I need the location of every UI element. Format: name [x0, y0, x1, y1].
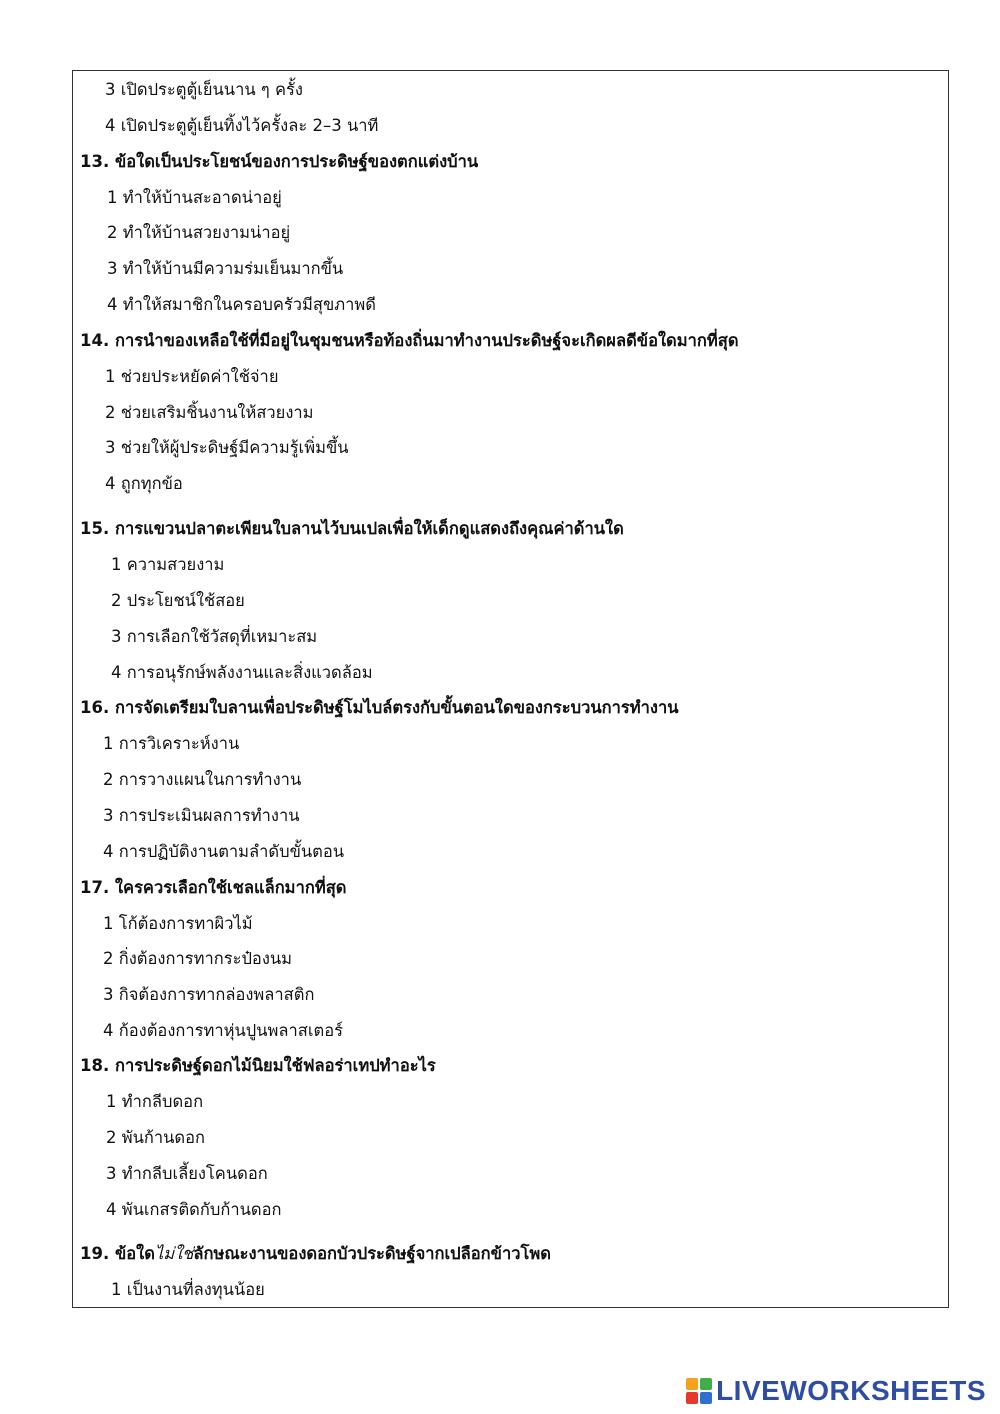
answer-option: 4 การปฏิบัติงานตามลำดับขั้นตอน	[103, 842, 345, 861]
question-text: 14. การนำของเหลือใช้ที่มีอยู่ในชุมชนหรือท้องถิ่นมาทำงานประดิษฐ์จะเกิดผลดีข้อใดมากที่สุด	[80, 331, 739, 350]
answer-option: 4 ทำให้สมาชิกในครอบครัวมีสุขภาพดี	[107, 295, 376, 314]
answer-option: 2 ทำให้บ้านสวยงามน่าอยู่	[107, 223, 291, 242]
logo-mark-icon	[686, 1378, 712, 1404]
question-text: 13. ข้อใดเป็นประโยชน์ของการประดิษฐ์ของตกแต่งบ้าน	[80, 152, 479, 171]
answer-option: 2 ประโยชน์ใช้สอย	[111, 591, 245, 610]
question-text: 17. ใครควรเลือกใช้เชลแล็กมากที่สุด	[80, 878, 347, 897]
answer-option: 3 การประเมินผลการทำงาน	[103, 806, 300, 825]
answer-option: 3 เปิดประตูตู้เย็นนาน ๆ ครั้ง	[105, 80, 303, 99]
answer-option: 1 โก้ต้องการทาผิวไม้	[103, 914, 253, 933]
liveworksheets-logo	[686, 1374, 986, 1408]
question-19-prefix: 19. ข้อใด	[80, 1244, 155, 1263]
answer-option: 2 ช่วยเสริมชิ้นงานให้สวยงาม	[105, 403, 314, 422]
answer-option: 1 ทำให้บ้านสะอาดน่าอยู่	[107, 188, 282, 207]
question-text: 15. การแขวนปลาตะเพียนใบลานไว้บนเปลเพื่อให้เด็กดูแสดงถึงคุณค่าด้านใด	[80, 519, 624, 538]
answer-option: 3 ทำให้บ้านมีความร่มเย็นมากขึ้น	[107, 259, 344, 278]
answer-option: 2 พันก้านดอก	[106, 1128, 206, 1147]
answer-option: 1 ทำกลีบดอก	[106, 1092, 204, 1111]
answer-option: 2 การวางแผนในการทำงาน	[103, 770, 302, 789]
answer-option: 1 การวิเคราะห์งาน	[103, 734, 240, 753]
answer-option: 3 กิจต้องการทากล่องพลาสติก	[103, 985, 315, 1004]
answer-option: 2 กิ่งต้องการทากระป๋องนม	[103, 949, 293, 968]
question-19-suffix: ลักษณะงานของดอกบัวประดิษฐ์จากเปลือกข้าวโพด	[193, 1244, 551, 1263]
logo-text: LIVEWORKSHEETS	[716, 1375, 986, 1406]
worksheet-frame	[72, 70, 949, 1308]
answer-option: 4 เปิดประตูตู้เย็นทิ้งไว้ครั้งละ 2–3 นาที	[105, 116, 379, 135]
question-text: 16. การจัดเตรียมใบลานเพื่อประดิษฐ์โมไบล์ตรงกับขั้นตอนใดของกระบวนการทำงาน	[80, 698, 679, 717]
question-19	[80, 1243, 551, 1265]
answer-option: 4 ก้องต้องการทาหุ่นปูนพลาสเตอร์	[103, 1021, 343, 1040]
answer-option: 4 ถูกทุกข้อ	[105, 474, 183, 493]
answer-option: 3 ช่วยให้ผู้ประดิษฐ์มีความรู้เพิ่มขึ้น	[105, 438, 349, 457]
answer-option: 1 ช่วยประหยัดค่าใช้จ่าย	[105, 367, 279, 386]
answer-option: 4 การอนุรักษ์พลังงานและสิ่งแวดล้อม	[111, 663, 373, 682]
question-19-emphasis: ไม่ใช่	[154, 1244, 194, 1263]
answer-option: 3 ทำกลีบเลี้ยงโคนดอก	[106, 1164, 268, 1183]
question-19-option-1: 1 เป็นงานที่ลงทุนน้อย	[111, 1280, 265, 1299]
question-text: 18. การประดิษฐ์ดอกไม้นิยมใช้ฟลอร่าเทปทำอะไร	[80, 1056, 436, 1075]
answer-option: 1 ความสวยงาม	[111, 555, 225, 574]
answer-option: 3 การเลือกใช้วัสดุที่เหมาะสม	[111, 627, 318, 646]
answer-option: 4 พันเกสรติดกับก้านดอก	[106, 1200, 282, 1219]
